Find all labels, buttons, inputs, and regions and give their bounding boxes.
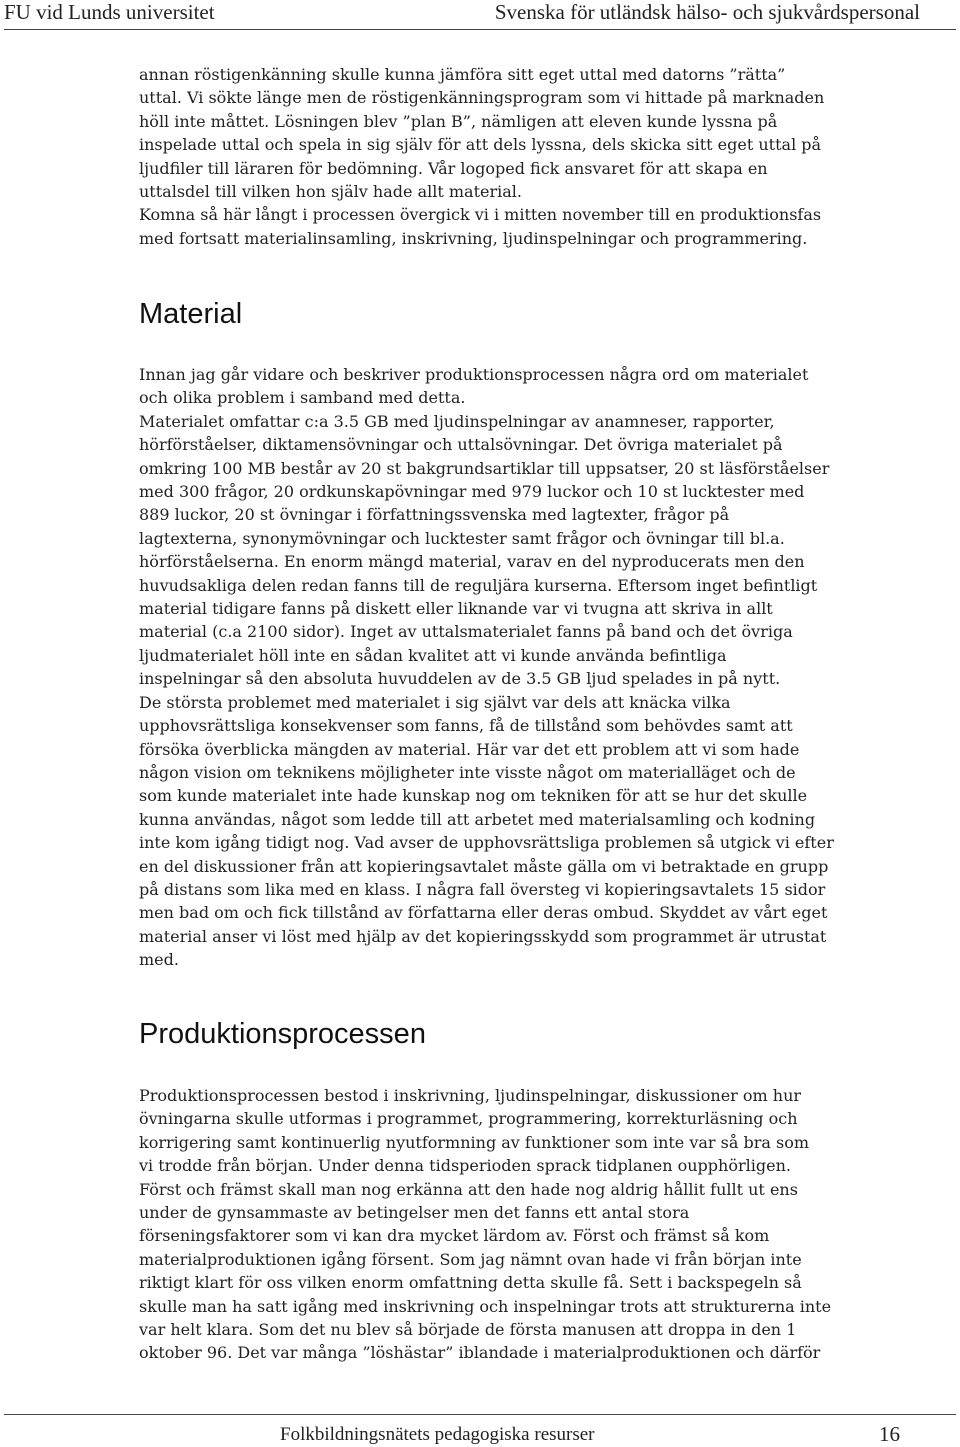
header-institution: FU vid Lunds universitet — [4, 0, 215, 24]
page-number: 16 — [879, 1422, 900, 1446]
header-divider — [4, 29, 956, 30]
footer-title: Folkbildningsnätets pedagogiska resurser — [280, 1424, 595, 1445]
header-course-title: Svenska för utländsk hälso- och sjukvårdspersonal — [494, 0, 920, 24]
intro-paragraph: annan röstigenkänning skulle kunna jämföra sitt eget uttal med datorns ”rätta” uttal. Vi sökte länge men de röstigenkänningsprogram som vi hittade på marknaden höll inte måttet. Lösningen blev ”plan B”, nämligen att eleven kunde lyssna på inspelade uttal och spela in sig själv för att dels lyssna, dels skicka sitt eget uttal på ljudfiler till läraren för bedömning. Vår logoped fick ansvaret för att skapa en uttalsdel till vilken hon själv hade allt material. Komna så här långt i processen övergick vi i mitten november till en produktionsfas med fortsatt materialinsamling, inskrivning, ljudinspelningar och programmering. — [139, 65, 825, 248]
section-produktionsprocessen — [139, 1084, 919, 1365]
heading-material: Material — [139, 298, 243, 330]
section-material — [139, 363, 919, 972]
produktion-paragraph: Produktionsprocessen bestod i inskrivning, ljudinspelningar, diskussioner om hur övningarna skulle utformas i programmet, programmering, korrekturläsning och korrigering samt kontinuerlig nyutformning av funktioner som inte var så bra som vi trodde från början. Under denna tidsperioden sprack tidplanen oupphörligen. Först och främst skall man nog erkänna att den hade nog aldrig hållit fullt ut ens under de gynsammaste av betingelser men det fanns ett antal stora förseningsfaktorer som vi kan dra mycket lärdom av. Först och främst så kom materialproduktionen igång försent. Som jag nämnt ovan hade vi från början inte riktigt klart för oss vilken enorm omfattning detta skulle få. Sett i backspegeln så skulle man ha satt igång med inskrivning och inspelningar trots att strukturerna inte var helt klara. Som det nu blev så började de första manusen att droppa in den 1 oktober 96. Det var många ”löshästar” iblandade i materialproduktionen och därför — [139, 1086, 832, 1363]
heading-produktionsprocessen: Produktionsprocessen — [139, 1018, 426, 1050]
footer-divider — [4, 1414, 956, 1415]
section-intro — [139, 63, 909, 250]
page-header — [0, 0, 960, 30]
page-footer — [0, 1410, 960, 1447]
material-paragraph: Innan jag går vidare och beskriver produktionsprocessen några ord om materialet och olika problem i samband med detta. Materialet omfattar c:a 3.5 GB med ljudinspelningar av anamneser, rapporter, hörförståelser, diktamensövningar och uttalsövningar. Det övriga materialet på omkring 100 MB består av 20 st bakgrundsartiklar till uppsatser, 20 st läsförståelser med 300 frågor, 20 ordkunskapövningar med 979 luckor och 10 st lucktester med 889 luckor, 20 st övningar i författningssvenska med lagtexter, frågor på lagtexterna, synonymövningar och lucktester samt frågor och övningar till bl.a. hörförståelserna. En enorm mängd material, varav en del nyproducerats men den huvudsakliga delen redan fanns till de reguljära kurserna. Eftersom inget befintligt material tidigare fanns på diskett eller liknande var vi tvugna att skriva in allt material (c.a 2100 sidor). Inget av uttalsmaterialet fanns på band och det övriga ljudmaterialet höll inte en sådan kvalitet att vi kunde använda befintliga inspelningar så den absoluta huvuddelen av de 3.5 GB ljud spelades in på nytt. De största problemet med materialet i sig självt var dels att knäcka vilka upphovsrättsliga konsekvenser som fanns, få de tillstånd som behövdes samt att försöka överblicka mängden av material. Här var det ett problem att vi som hade någon vision om teknikens möjligheter inte visste något om materialläget och de som kunde materialet inte hade kunskap nog om tekniken för att se hur det skulle kunna användas, något som ledde till att arbetet med materialsamling och kodning inte kom igång tidigt nog. Vad avser de upphovsrättsliga problemen så utgick vi efter en del diskussioner från att kopieringsavtalet måste gälla om vi betraktade en grupp på distans som lika med en klass. I några fall översteg vi kopieringsavtalets 15 sidor men bad om och fick tillstånd av författarna eller deras ombud. Skyddet av vårt eget material anser vi löst med hjälp av det kopieringsskydd som programmet är utrustat med. — [139, 365, 834, 970]
